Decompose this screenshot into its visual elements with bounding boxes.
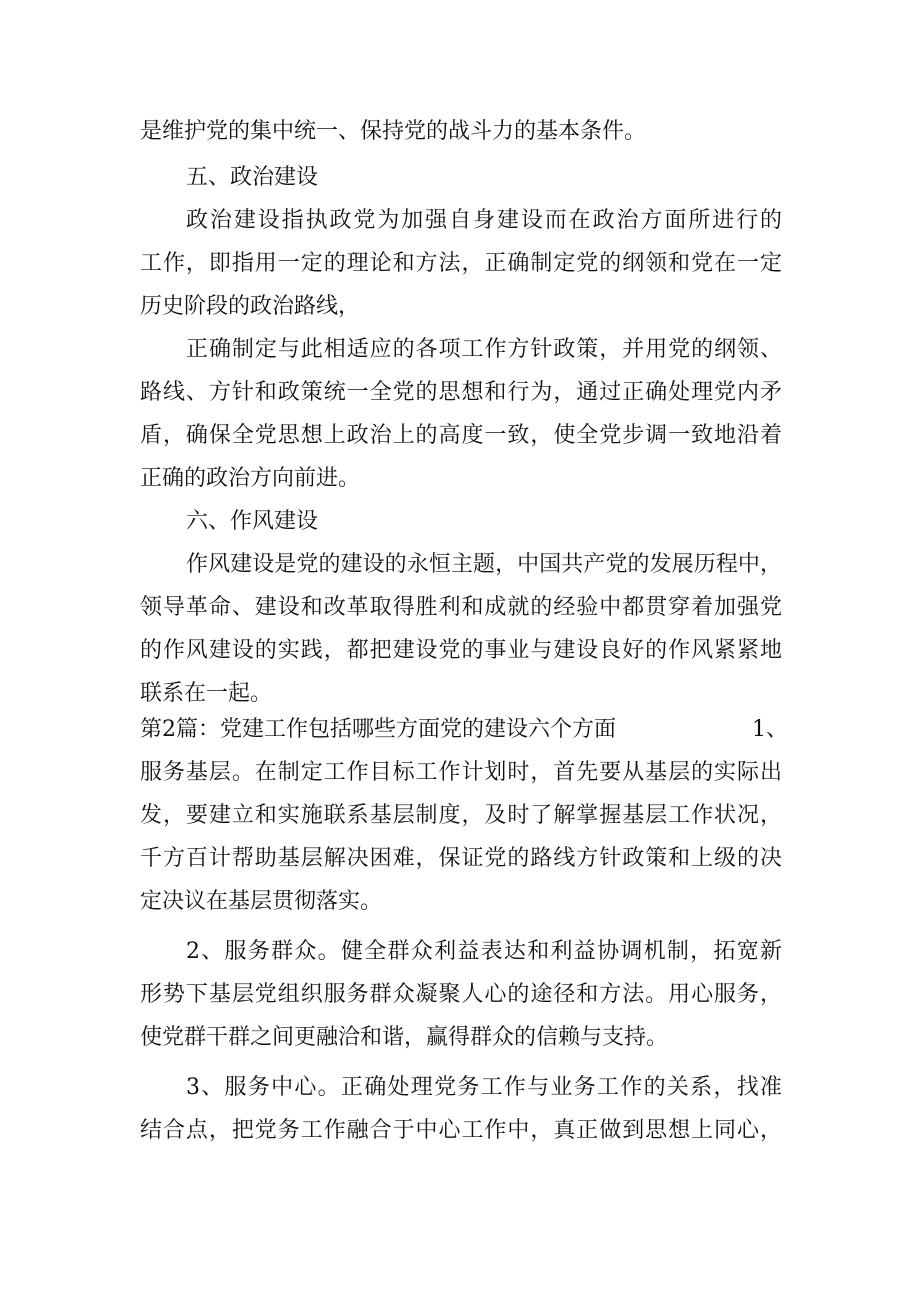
- paragraph-line: 正确的政治方向前进。: [140, 466, 361, 491]
- paragraph-line: 2、服务群众。健全群众利益表达和利益协调机制，拓宽新: [186, 939, 782, 964]
- paragraph-line: 定决议在基层贯彻落实。: [140, 889, 383, 914]
- section-heading: 六、作风建设: [186, 509, 319, 534]
- paragraph-line: 领导革命、建设和改革取得胜利和成就的经验中都贯穿着加强党: [140, 595, 782, 620]
- paragraph-line: 是维护党的集中统一、保持党的战斗力的基本条件。: [140, 119, 647, 144]
- paragraph-line: 正确制定与此相适应的各项工作方针政策，并用党的纲领、: [186, 337, 782, 362]
- list-number: 1、: [752, 717, 788, 742]
- paragraph-line: 作风建设是党的建设的永恒主题，中国共产党的发展历程中，: [186, 552, 782, 577]
- paragraph-line: 联系在一起。: [140, 681, 273, 706]
- article-title: 第2篇：党建工作包括哪些方面党的建设六个方面: [140, 717, 616, 742]
- section-heading: 五、政治建设: [186, 165, 319, 190]
- paragraph-line: 的作风建设的实践，都把建设党的事业与建设良好的作风紧紧地: [140, 638, 782, 663]
- paragraph-line: 千方百计帮助基层解决困难，保证党的路线方针政策和上级的决: [140, 846, 782, 871]
- paragraph-line: 历史阶段的政治路线，: [140, 294, 361, 319]
- paragraph-line: 路线、方针和政策统一全党的思想和行为，通过正确处理党内矛: [140, 380, 782, 405]
- paragraph-line: 使党群干群之间更融洽和谐，赢得群众的信赖与支持。: [140, 1025, 669, 1050]
- paragraph-line: 工作，即指用一定的理论和方法，正确制定党的纲领和党在一定: [140, 251, 782, 276]
- paragraph-line: 结合点，把党务工作融合于中心工作中，真正做到思想上同心，: [140, 1118, 782, 1143]
- paragraph-line: 3、服务中心。正确处理党务工作与业务工作的关系，找准: [186, 1075, 782, 1100]
- paragraph-line: 政治建设指执政党为加强自身建设而在政治方面所进行的: [186, 208, 782, 233]
- paragraph-line: 发，要建立和实施联系基层制度，及时了解掌握基层工作状况，: [140, 803, 782, 828]
- paragraph-line: 形势下基层党组织服务群众凝聚人心的途径和方法。用心服务，: [140, 982, 782, 1007]
- paragraph-line: 盾，确保全党思想上政治上的高度一致，使全党步调一致地沿着: [140, 423, 782, 448]
- paragraph-line: 服务基层。在制定工作目标工作计划时，首先要从基层的实际出: [140, 760, 782, 785]
